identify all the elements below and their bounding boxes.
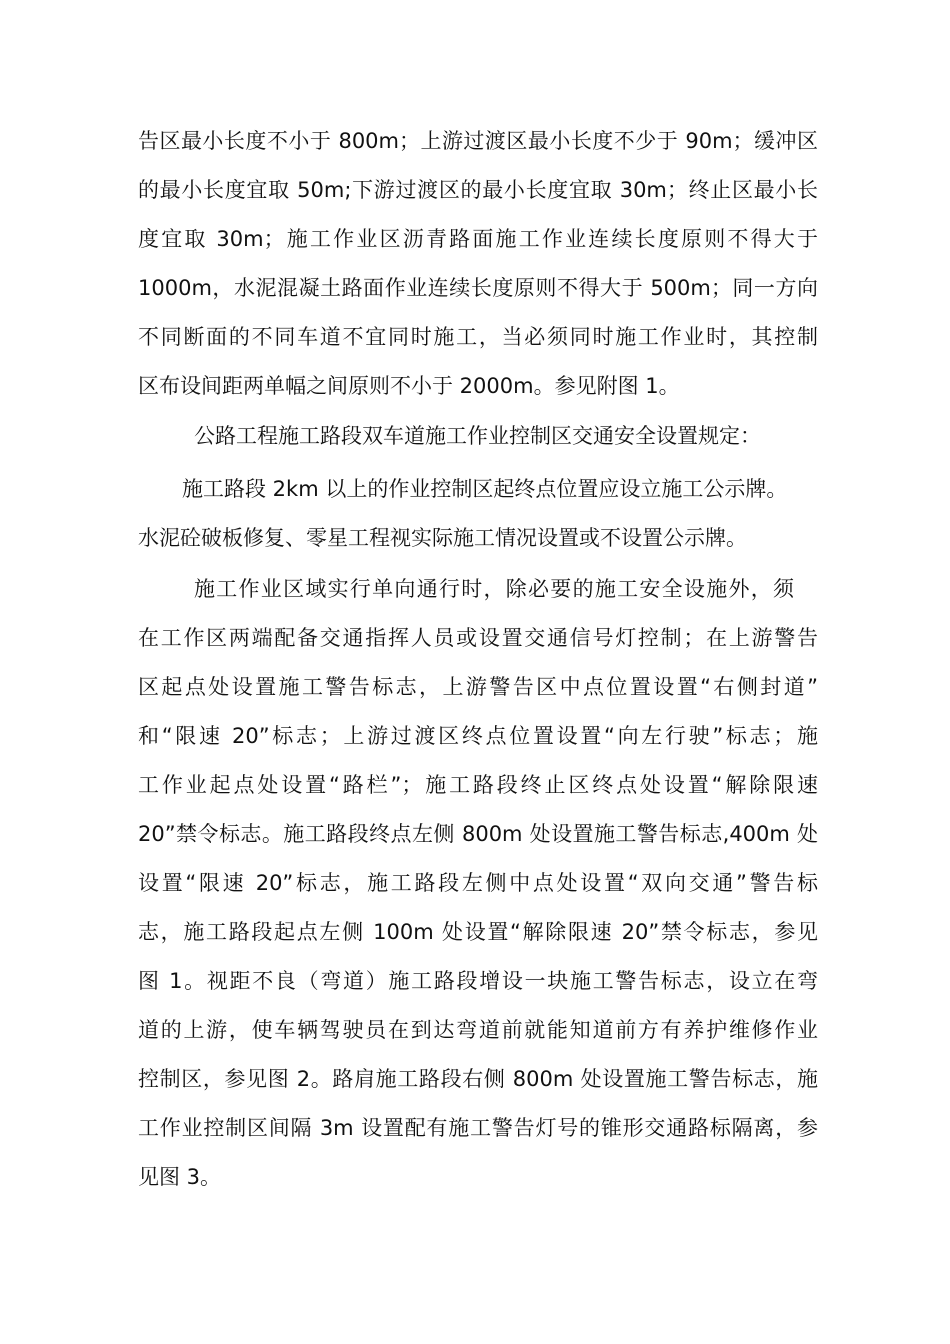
paragraph-3-line-7: 设置“限速 20”标志，施工路段左侧中点处设置“双向交通”警告标 xyxy=(138,871,818,895)
paragraph-1-line-2: 的最小长度宜取 50m;下游过渡区的最小长度宜取 30m；终止区最小长 xyxy=(138,178,818,202)
paragraph-3-line-1: 施工作业区域实行单向通行时，除必要的施工安全设施外，须 xyxy=(194,577,794,601)
paragraph-3-line-4: 和“限速 20”标志；上游过渡区终点位置设置“向左行驶”标志；施 xyxy=(138,724,818,748)
paragraph-2-line-2: 水泥砼破板修复、零星工程视实际施工情况设置或不设置公示牌。 xyxy=(138,526,747,550)
paragraph-3-line-3: 区起点处设置施工警告标志，上游警告区中点位置设置“右侧封道” xyxy=(138,675,818,699)
paragraph-3-line-2: 在工作区两端配备交通指挥人员或设置交通信号灯控制；在上游警告 xyxy=(138,626,818,650)
paragraph-2-line-1: 施工路段 2km 以上的作业控制区起终点位置应设立施工公示牌。 xyxy=(182,477,788,501)
section-heading: 公路工程施工路段双车道施工作业控制区交通安全设置规定： xyxy=(194,424,761,448)
paragraph-3-line-10: 道的上游，使车辆驾驶员在到达弯道前就能知道前方有养护维修作业 xyxy=(138,1018,818,1042)
paragraph-1-line-4: 1000m，水泥混凝土路面作业连续长度原则不得大于 500m；同一方向 xyxy=(138,276,818,300)
paragraph-3-line-8: 志，施工路段起点左侧 100m 处设置“解除限速 20”禁令标志，参见 xyxy=(138,920,818,944)
paragraph-3-line-12: 工作业控制区间隔 3m 设置配有施工警告灯号的锥形交通路标隔离，参 xyxy=(138,1116,818,1140)
paragraph-3-line-13: 见图 3。 xyxy=(138,1165,222,1189)
paragraph-1-line-1: 告区最小长度不小于 800m；上游过渡区最小长度不少于 90m；缓冲区 xyxy=(138,129,818,153)
paragraph-1-line-3: 度宜取 30m；施工作业区沥青路面施工作业连续长度原则不得大于 xyxy=(138,227,818,251)
paragraph-3-line-6: 20”禁令标志。施工路段终点左侧 800m 处设置施工警告标志,400m 处 xyxy=(138,822,818,846)
paragraph-1-line-5: 不同断面的不同车道不宜同时施工，当必须同时施工作业时，其控制 xyxy=(138,325,818,349)
paragraph-3-line-11: 控制区，参见图 2。路肩施工路段右侧 800m 处设置施工警告标志，施 xyxy=(138,1067,818,1091)
paragraph-3-line-9: 图 1。视距不良（弯道）施工路段增设一块施工警告标志，设立在弯 xyxy=(138,969,818,993)
paragraph-3-line-5: 工作业起点处设置“路栏”；施工路段终止区终点处设置“解除限速 xyxy=(138,773,818,797)
paragraph-1-line-6: 区布设间距两单幅之间原则不小于 2000m。参见附图 1。 xyxy=(138,374,680,398)
